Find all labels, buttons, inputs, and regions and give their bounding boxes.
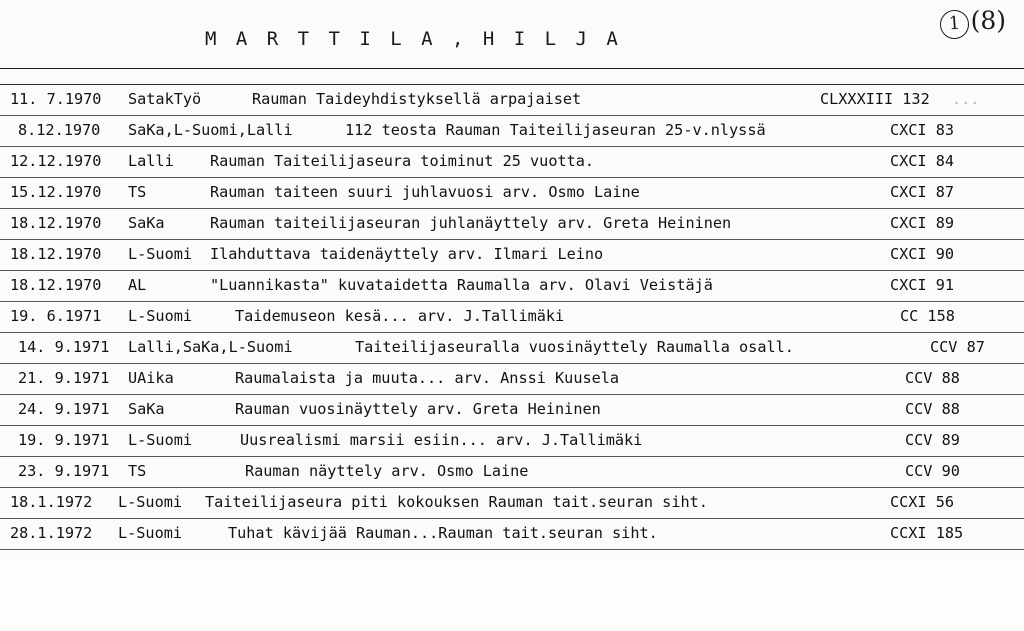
record-source: TS xyxy=(128,462,147,480)
record-source: SaKa xyxy=(128,400,165,418)
record-date: 12.12.1970 xyxy=(10,152,102,170)
table-row[interactable] xyxy=(0,85,1024,116)
record-source: L-Suomi xyxy=(128,245,193,263)
page-title: M A R T T I L A , H I L J A xyxy=(205,28,622,50)
record-description: Taiteilijaseuralla vuosinäyttely Raumalla osall. xyxy=(355,338,794,356)
record-date: 23. 9.1971 xyxy=(18,462,110,480)
table-row[interactable] xyxy=(0,395,1024,426)
table-row[interactable] xyxy=(0,240,1024,271)
record-description: Rauman näyttely arv. Osmo Laine xyxy=(245,462,529,480)
record-reference: CC 158 xyxy=(900,307,955,325)
table-row[interactable] xyxy=(0,426,1024,457)
record-reference: CLXXXIII 132 xyxy=(820,90,930,108)
document-header xyxy=(0,0,1024,70)
record-source: TS xyxy=(128,183,147,201)
record-date: 19. 9.1971 xyxy=(18,431,110,449)
record-source: L-Suomi xyxy=(128,431,193,449)
record-date: 19. 6.1971 xyxy=(10,307,102,325)
table-row[interactable] xyxy=(0,457,1024,488)
table-row[interactable] xyxy=(0,271,1024,302)
record-description: Rauman taiteilijaseuran juhlanäyttely arv. Greta Heininen xyxy=(210,214,732,232)
record-source: Lalli xyxy=(128,152,174,170)
record-source: L-Suomi xyxy=(128,307,193,325)
record-reference: CCV 90 xyxy=(905,462,960,480)
record-source: L-Suomi xyxy=(118,493,183,511)
record-source: SaKa xyxy=(128,214,165,232)
record-reference-faded: ... xyxy=(952,90,980,108)
page-number-current: 1 xyxy=(939,9,970,40)
table-row[interactable] xyxy=(0,519,1024,550)
record-date: 28.1.1972 xyxy=(10,524,93,542)
record-source: SatakTyö xyxy=(128,90,202,108)
record-date: 11. 7.1970 xyxy=(10,90,102,108)
record-reference: CCV 89 xyxy=(905,431,960,449)
record-date: 8.12.1970 xyxy=(18,121,101,139)
record-date: 24. 9.1971 xyxy=(18,400,110,418)
record-description: Rauman Taiteilijaseura toiminut 25 vuotta. xyxy=(210,152,595,170)
record-date: 18.1.1972 xyxy=(10,493,93,511)
record-date: 14. 9.1971 xyxy=(18,338,110,356)
record-reference: CCXI 185 xyxy=(890,524,964,542)
record-reference: CXCI 91 xyxy=(890,276,955,294)
record-source: AL xyxy=(128,276,147,294)
record-reference: CXCI 84 xyxy=(890,152,955,170)
record-date: 18.12.1970 xyxy=(10,276,102,294)
record-description: Uusrealismi marsii esiin... arv. J.Tallimäki xyxy=(240,431,643,449)
table-row[interactable] xyxy=(0,302,1024,333)
record-description: Rauman vuosinäyttely arv. Greta Heininen xyxy=(235,400,601,418)
records-table xyxy=(0,85,1024,550)
table-row[interactable] xyxy=(0,364,1024,395)
record-reference: CXCI 89 xyxy=(890,214,955,232)
table-row[interactable] xyxy=(0,333,1024,364)
record-source: SaKa,L-Suomi,Lalli xyxy=(128,121,293,139)
table-row[interactable] xyxy=(0,488,1024,519)
record-date: 18.12.1970 xyxy=(10,245,102,263)
record-reference: CCV 87 xyxy=(930,338,985,356)
record-description: "Luannikasta" kuvataidetta Raumalla arv. Olavi Veistäjä xyxy=(210,276,713,294)
record-reference: CXCI 87 xyxy=(890,183,955,201)
table-row[interactable] xyxy=(0,116,1024,147)
record-date: 18.12.1970 xyxy=(10,214,102,232)
record-description: Tuhat kävijää Rauman...Rauman tait.seuran siht. xyxy=(228,524,658,542)
table-row[interactable] xyxy=(0,147,1024,178)
record-source: Lalli,SaKa,L-Suomi xyxy=(128,338,293,356)
page-footer-blank xyxy=(0,560,1024,631)
record-source: UAika xyxy=(128,369,174,387)
record-description: 112 teosta Rauman Taiteilijaseuran 25-v.nlyssä xyxy=(345,121,766,139)
record-description: Rauman Taideyhdistyksellä arpajaiset xyxy=(252,90,582,108)
record-description: Taidemuseon kesä... arv. J.Tallimäki xyxy=(235,307,565,325)
page-number-total: (8) xyxy=(970,6,1006,35)
record-description: Rauman taiteen suuri juhlavuosi arv. Osmo Laine xyxy=(210,183,640,201)
record-source: L-Suomi xyxy=(118,524,183,542)
record-date: 21. 9.1971 xyxy=(18,369,110,387)
record-description: Raumalaista ja muuta... arv. Anssi Kuusela xyxy=(235,369,620,387)
record-reference: CXCI 83 xyxy=(890,121,955,139)
table-row[interactable] xyxy=(0,209,1024,240)
record-reference: CXCI 90 xyxy=(890,245,955,263)
record-description: Taiteilijaseura piti kokouksen Rauman tait.seuran siht. xyxy=(205,493,708,511)
table-row[interactable] xyxy=(0,178,1024,209)
record-reference: CCV 88 xyxy=(905,400,960,418)
record-reference: CCXI 56 xyxy=(890,493,955,511)
record-reference: CCV 88 xyxy=(905,369,960,387)
header-divider-top xyxy=(0,68,1024,69)
record-description: Ilahduttava taidenäyttely arv. Ilmari Leino xyxy=(210,245,604,263)
page-number xyxy=(940,6,1006,39)
record-date: 15.12.1970 xyxy=(10,183,102,201)
